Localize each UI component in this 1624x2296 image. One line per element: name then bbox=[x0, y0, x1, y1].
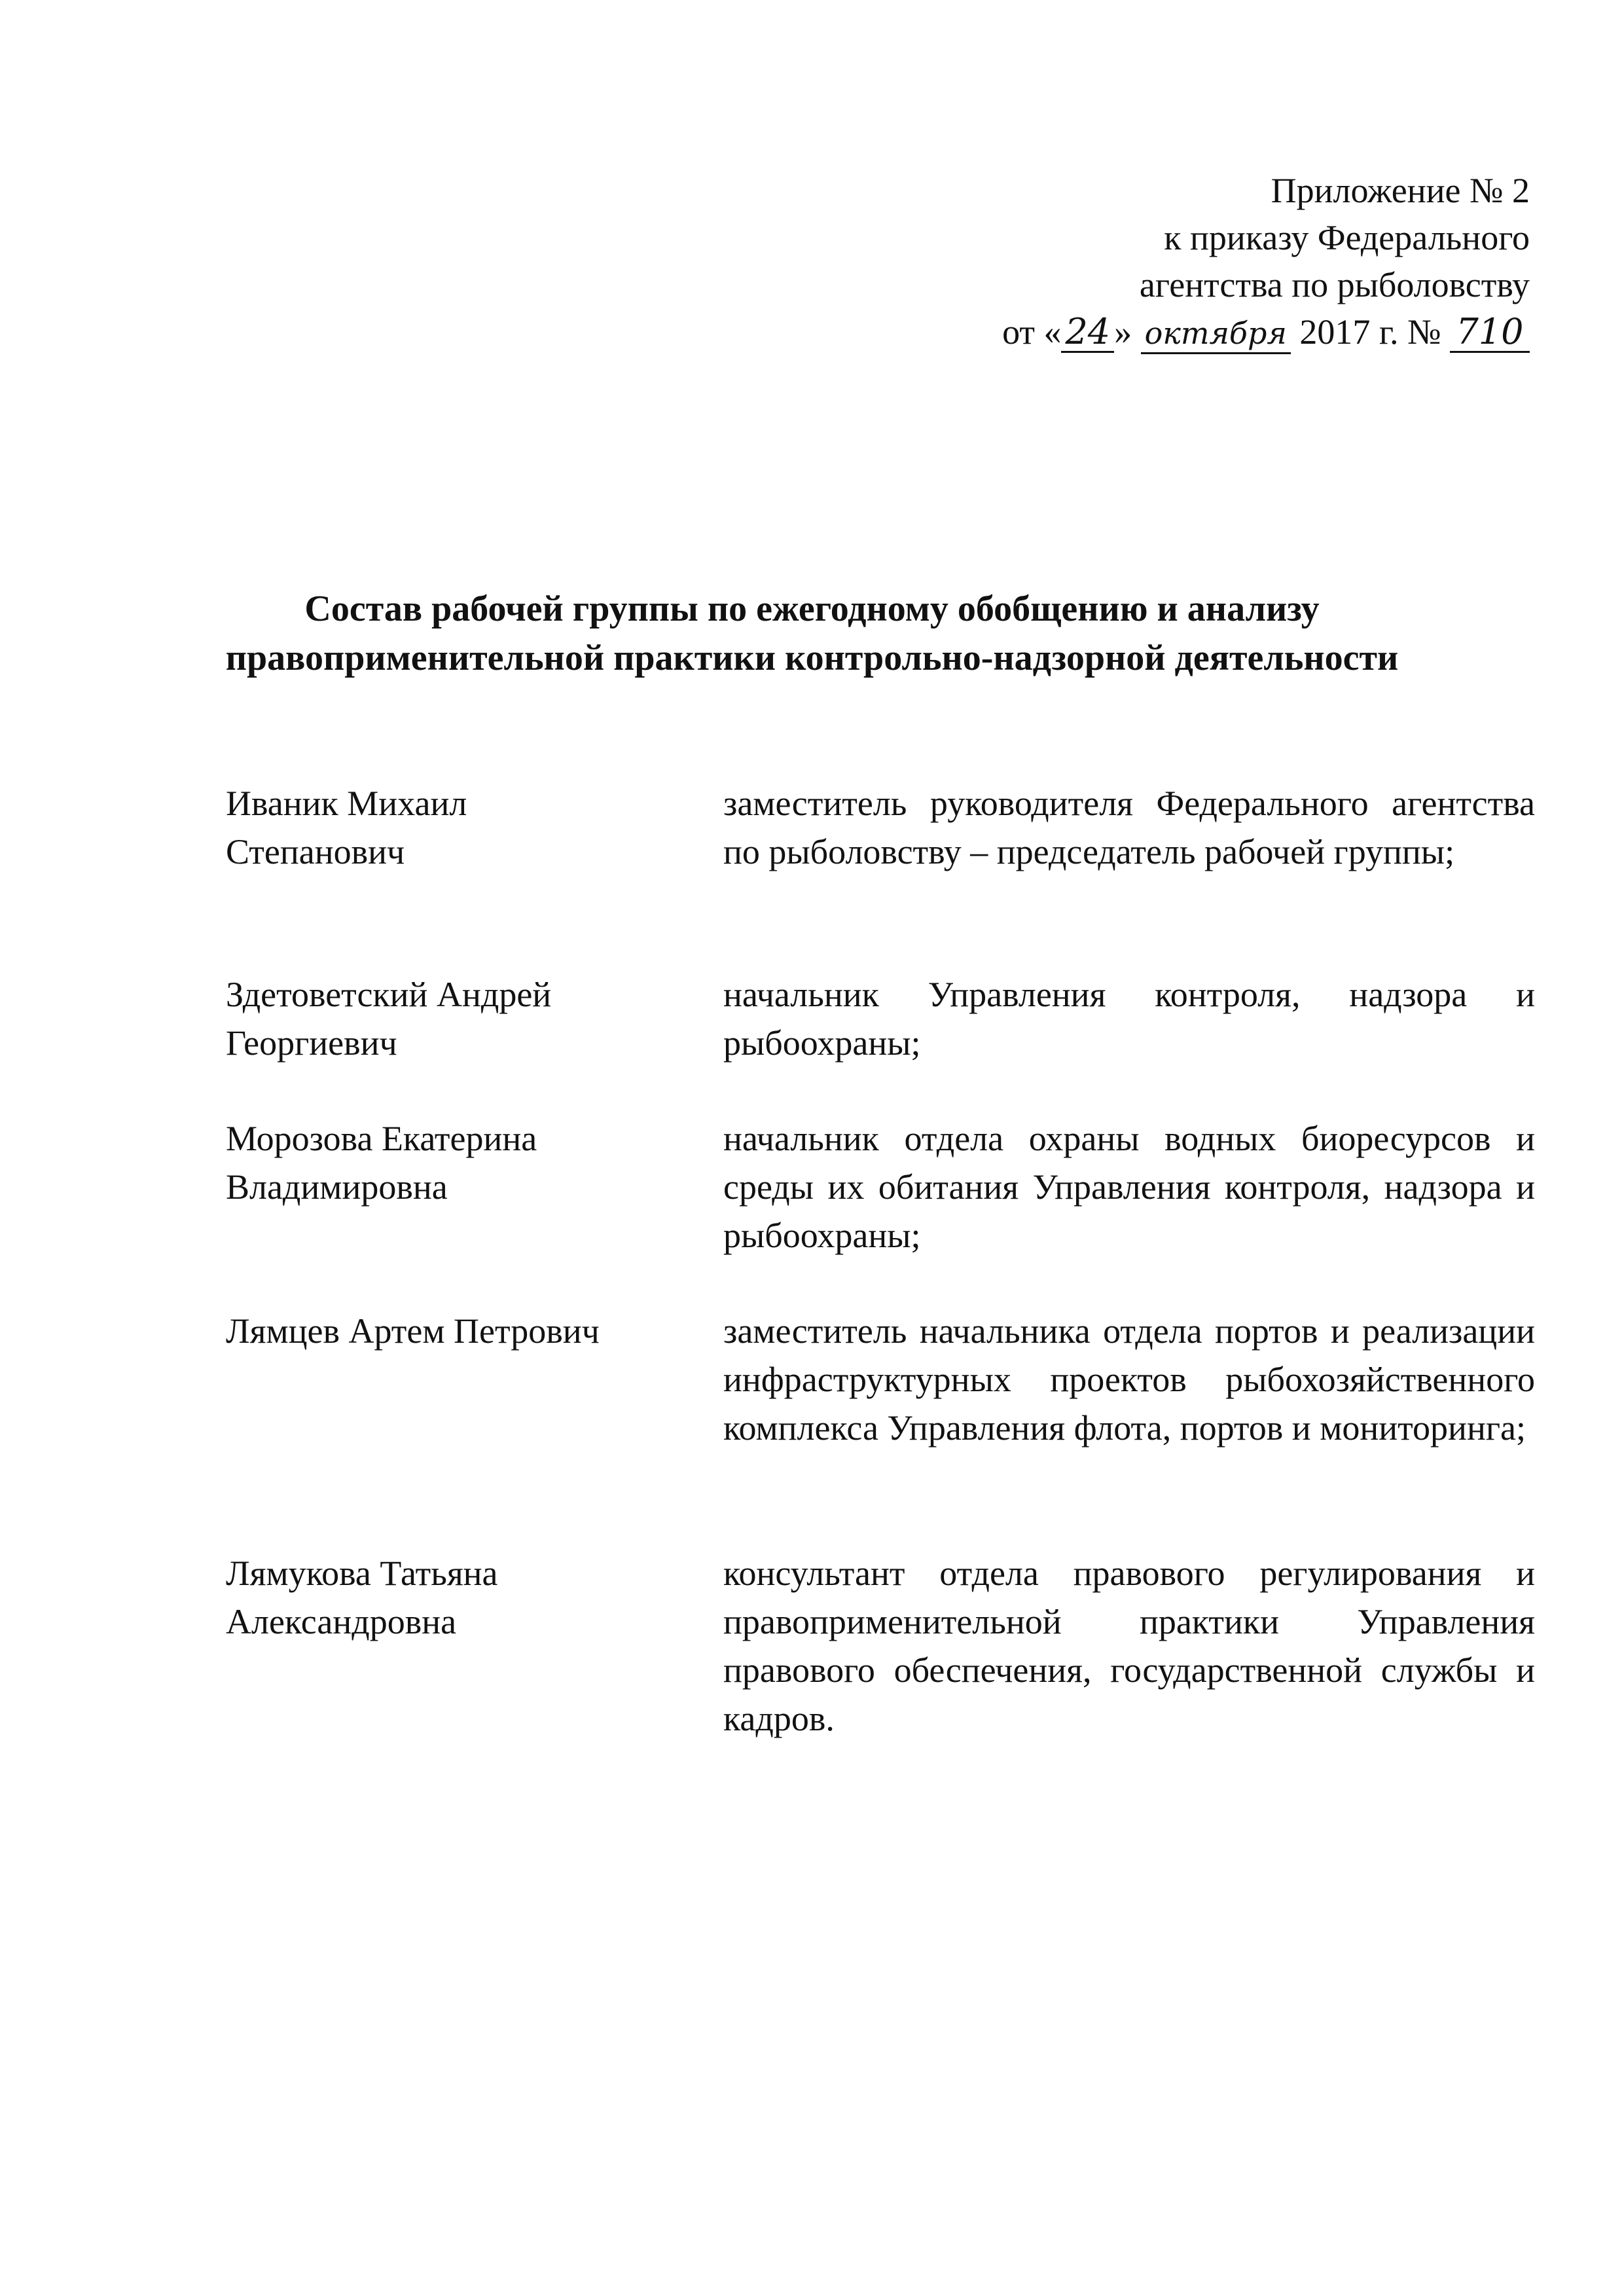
handwritten-month: октября bbox=[1141, 314, 1291, 354]
title-line-1: Состав рабочей группы по ежегодному обобщению и анализу bbox=[304, 589, 1320, 629]
member-name bbox=[226, 1549, 684, 1646]
member-name-line-1: Лямцев Артем Петрович bbox=[226, 1311, 600, 1351]
member-name-line-2: Александровна bbox=[226, 1602, 457, 1641]
appendix-number: Приложение № 2 bbox=[1271, 171, 1530, 210]
member-name-line-2: Степанович bbox=[226, 832, 405, 871]
member-role: консультант отдела правового регулирования и правоприменительной практики Управления правового обеспечения, государственной службы и кадров. bbox=[723, 1554, 1535, 1738]
date-year: 2017 г. № bbox=[1299, 312, 1441, 352]
title-line-2: правоприменительной практики контрольно-надзорной деятельности bbox=[225, 638, 1399, 678]
appendix-header bbox=[1002, 167, 1530, 355]
member-name-line-2: Георгиевич bbox=[226, 1023, 397, 1063]
date-prefix: от « bbox=[1002, 312, 1062, 352]
member-name-line-2: Владимировна bbox=[226, 1167, 448, 1207]
member-name-line-1: Здетоветский Андрей bbox=[226, 975, 552, 1014]
member-name-line-1: Иваник Михаил bbox=[226, 784, 467, 823]
member-role: заместитель руководителя Федерального агентства по рыболовству – председатель рабочей группы; bbox=[723, 784, 1535, 871]
appendix-agency: агентства по рыболовству bbox=[1139, 265, 1530, 304]
member-name bbox=[226, 1307, 684, 1355]
member-role: заместитель начальника отдела портов и реализации инфраструктурных проектов рыбохозяйственного комплекса Управления флота, портов и мониторинга; bbox=[723, 1311, 1535, 1448]
member-role: начальник Управления контроля, надзора и рыбоохраны; bbox=[723, 975, 1535, 1063]
order-date-line bbox=[1002, 308, 1530, 355]
member-name bbox=[226, 1114, 684, 1211]
member-name-line-1: Лямукова Татьяна bbox=[226, 1554, 498, 1593]
document-title bbox=[0, 585, 1624, 683]
handwritten-day: 24 bbox=[1061, 313, 1114, 353]
member-name bbox=[226, 779, 684, 876]
handwritten-order-number: 710 bbox=[1450, 313, 1530, 353]
member-name bbox=[226, 970, 684, 1067]
appendix-order-ref: к приказу Федерального bbox=[1164, 218, 1530, 257]
member-name-line-1: Морозова Екатерина bbox=[226, 1119, 537, 1158]
date-mid: » bbox=[1114, 312, 1132, 352]
member-role: начальник отдела охраны водных биоресурсов и среды их обитания Управления контроля, надзора и рыбоохраны; bbox=[723, 1119, 1535, 1255]
